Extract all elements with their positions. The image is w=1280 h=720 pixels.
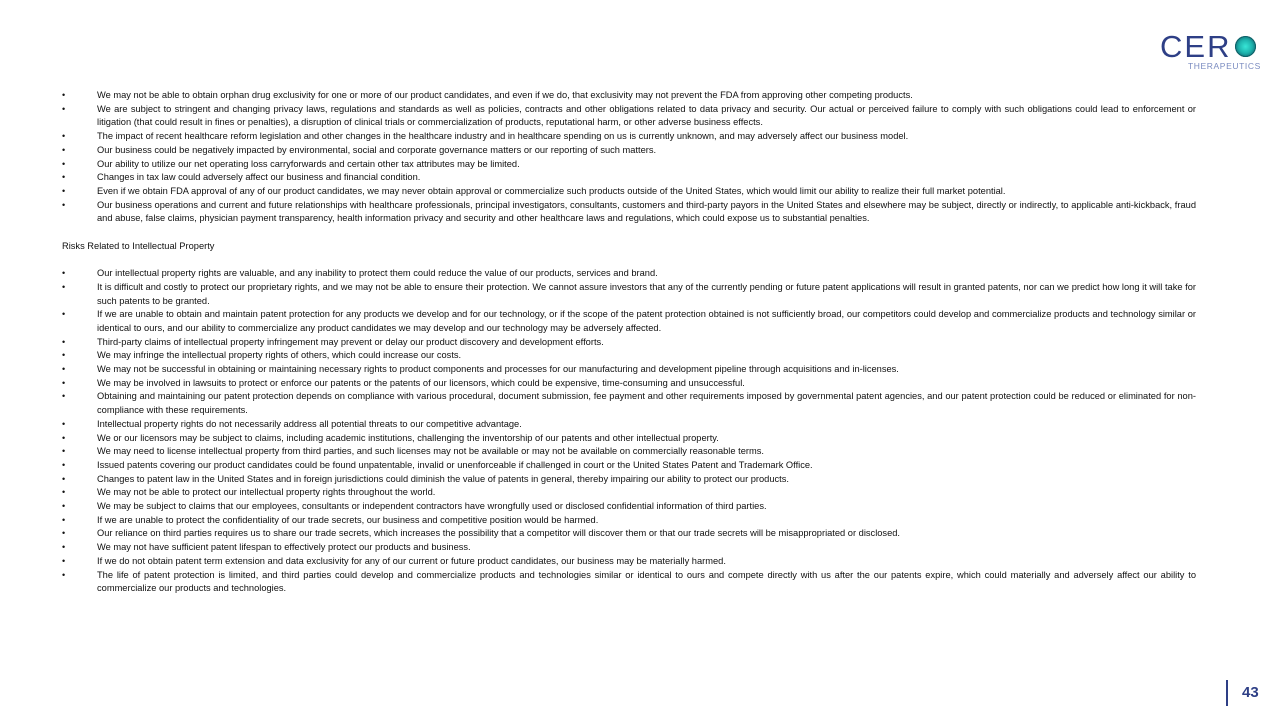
bullet-icon: • (62, 391, 66, 402)
page-number: 43 (1242, 684, 1259, 701)
bullet-icon: • (62, 459, 66, 470)
bullet-text: Our business operations and current and future relationships with healthcare professionals, principal investigators, consultants, customers and third-party payors in the United States and elsewhere may be subject, directly or indirectly, to applicable anti-kickback, fraud and abuse, false claims, physician payment transparency, health information privacy and security and other healthcare laws and regulations, which could expose us to substantial penalties. (97, 199, 1196, 224)
list-item (62, 171, 1196, 185)
bullet-text: If we do not obtain patent term extension and data exclusivity for any of our current or future product candidates, our business may be materially harmed. (97, 555, 726, 566)
bullet-text: If we are unable to obtain and maintain patent protection for any products we develop and for our technology, or if the scope of the patent protection obtained is not sufficiently broad, our competitors could develop and commercialize products and technology similar or identical to ours, and our ability to commercialize any product candidates we may develop and our technology may be adversely affected. (97, 309, 1196, 333)
bullet-icon: • (62, 501, 66, 512)
list-item (62, 89, 1196, 103)
list-item (62, 144, 1196, 158)
bullet-icon: • (62, 418, 66, 429)
bullet-icon: • (62, 555, 66, 566)
bullet-icon: • (62, 350, 66, 361)
list-item (62, 336, 1196, 350)
bullet-icon: • (62, 158, 66, 169)
bullet-icon: • (62, 514, 66, 525)
bullet-text: We may not have sufficient patent lifespan to effectively protect our products and business. (97, 542, 471, 553)
bullet-text: The impact of recent healthcare reform legislation and other changes in the healthcare industry and in healthcare spending on us is currently unknown, and may adversely affect our business model. (97, 131, 909, 142)
list-item (62, 130, 1196, 144)
bullet-text: Changes to patent law in the United States and in foreign jurisdictions could diminish the value of patents in general, thereby impairing our ability to protect our products. (97, 473, 789, 484)
bullet-icon: • (62, 446, 66, 457)
bullet-text: Issued patents covering our product candidates could be found unpatentable, invalid or unenforceable if challenged in court or the United States Patent and Trademark Office. (97, 459, 813, 470)
general-risks-list (62, 89, 1196, 226)
bullet-icon: • (62, 569, 66, 580)
bullet-icon: • (62, 103, 66, 114)
list-item (62, 514, 1196, 528)
bullet-icon: • (62, 487, 66, 498)
list-item (62, 308, 1196, 335)
list-item (62, 432, 1196, 446)
bullet-icon: • (62, 473, 66, 484)
bullet-text: Our reliance on third parties requires us to share our trade secrets, which increases the possibility that a competitor will discover them or that our trade secrets will be misappropriated or disclosed. (97, 528, 900, 539)
list-item (62, 459, 1196, 473)
bullet-text: Intellectual property rights do not necessarily address all potential threats to our competitive advantage. (97, 418, 522, 429)
bullet-icon: • (62, 336, 66, 347)
ip-risks-list (62, 267, 1196, 596)
list-item (62, 418, 1196, 432)
bullet-text: We may need to license intellectual property from third parties, and such licenses may not be available or may not be available on commercially reasonable terms. (97, 446, 764, 457)
section-title-ip-risks: Risks Related to Intellectual Property (62, 240, 215, 251)
list-item (62, 486, 1196, 500)
list-item (62, 445, 1196, 459)
logo-circle-icon (1235, 36, 1256, 57)
bullet-icon: • (62, 199, 66, 210)
bullet-text: We may be subject to claims that our employees, consultants or independent contractors have wrongfully used or disclosed confidential information of third parties. (97, 501, 767, 512)
list-item (62, 267, 1196, 281)
list-item (62, 363, 1196, 377)
bullet-icon: • (62, 281, 66, 292)
bullet-text: It is difficult and costly to protect our proprietary rights, and we may not be able to ensure their protection. We cannot assure investors that any of the currently pending or future patent applications will result in granted patents, nor can we predict how long it will take for such patents to be granted. (97, 281, 1196, 306)
cero-therapeutics-logo (1158, 30, 1260, 74)
bullet-text: We may not be able to obtain orphan drug exclusivity for one or more of our product candidates, and even if we do, that exclusivity may not prevent the FDA from approving other competing products. (97, 90, 913, 100)
bullet-icon: • (62, 377, 66, 388)
bullet-icon: • (62, 528, 66, 539)
bullet-text: Changes in tax law could adversely affect our business and financial condition. (97, 172, 421, 183)
risk-factors-content (62, 89, 1196, 596)
bullet-text: We are subject to stringent and changing privacy laws, regulations and standards as well as policies, contracts and other obligations related to data privacy and security. Our actual or perceived failure to comply with such obligations could lead to enforcement or litigation (that could result in fines or penalties), a disruption of clinical trials or commercialization of products, reputational harm, or other adverse business effects. (97, 103, 1196, 128)
bullet-icon: • (62, 185, 66, 196)
list-item (62, 569, 1196, 596)
bullet-text: If we are unable to protect the confidentiality of our trade secrets, our business and competitive position would be harmed. (97, 514, 599, 525)
bullet-icon: • (62, 144, 66, 155)
list-item (62, 527, 1196, 541)
list-item (62, 500, 1196, 514)
bullet-text: Our ability to utilize our net operating loss carryforwards and certain other tax attributes may be limited. (97, 158, 520, 169)
list-item (62, 158, 1196, 172)
bullet-icon: • (62, 542, 66, 553)
bullet-icon: • (62, 364, 66, 375)
list-item (62, 377, 1196, 391)
bullet-text: We may be involved in lawsuits to protect or enforce our patents or the patents of our licensors, which could be expensive, time-consuming and unsuccessful. (97, 377, 745, 388)
bullet-text: Even if we obtain FDA approval of any of our product candidates, we may never obtain approval or commercialize such products outside of the United States, which would limit our ability to realize their full market potential. (97, 185, 1006, 196)
list-item (62, 473, 1196, 487)
bullet-text: Obtaining and maintaining our patent protection depends on compliance with various procedural, document submission, fee payment and other requirements imposed by governmental patent agencies, and our patent protection could be reduced or eliminated for non-compliance with these requirements. (97, 391, 1196, 416)
bullet-text: The life of patent protection is limited, and third parties could develop and commercialize products and technologies similar or identical to ours and compete directly with us after the our patents expire, which could materially and adversely affect our ability to commercialize our products and technologies. (97, 569, 1196, 594)
bullet-text: Third-party claims of intellectual property infringement may prevent or delay our product discovery and development efforts. (97, 336, 604, 347)
bullet-icon: • (62, 268, 66, 279)
bullet-icon: • (62, 432, 66, 443)
bullet-text: We may infringe the intellectual property rights of others, which could increase our costs. (97, 350, 462, 361)
bullet-icon: • (62, 131, 66, 142)
logo-wordmark: CER (1160, 29, 1232, 64)
bullet-text: We or our licensors may be subject to claims, including academic institutions, challenging the inventorship of our patents and other intellectual property. (97, 432, 719, 443)
bullet-icon: • (62, 309, 66, 320)
list-item (62, 281, 1196, 308)
list-item (62, 349, 1196, 363)
list-item (62, 103, 1196, 130)
bullet-icon: • (62, 172, 66, 183)
bullet-icon: • (62, 90, 66, 100)
bullet-text: Our intellectual property rights are valuable, and any inability to protect them could reduce the value of our products, services and brand. (97, 268, 658, 279)
footer-divider (1226, 680, 1228, 706)
bullet-text: We may not be successful in obtaining or maintaining necessary rights to product components and processes for our manufacturing and development pipeline through acquisitions and in-licenses. (97, 364, 899, 375)
list-item (62, 185, 1196, 199)
list-item (62, 390, 1196, 417)
list-item (62, 555, 1196, 569)
bullet-text: We may not be able to protect our intellectual property rights throughout the world. (97, 487, 436, 498)
list-item (62, 199, 1196, 226)
list-item (62, 541, 1196, 555)
bullet-text: Our business could be negatively impacted by environmental, social and corporate governance matters or our reporting of such matters. (97, 144, 657, 155)
logo-subtitle: THERAPEUTICS (1188, 61, 1261, 71)
